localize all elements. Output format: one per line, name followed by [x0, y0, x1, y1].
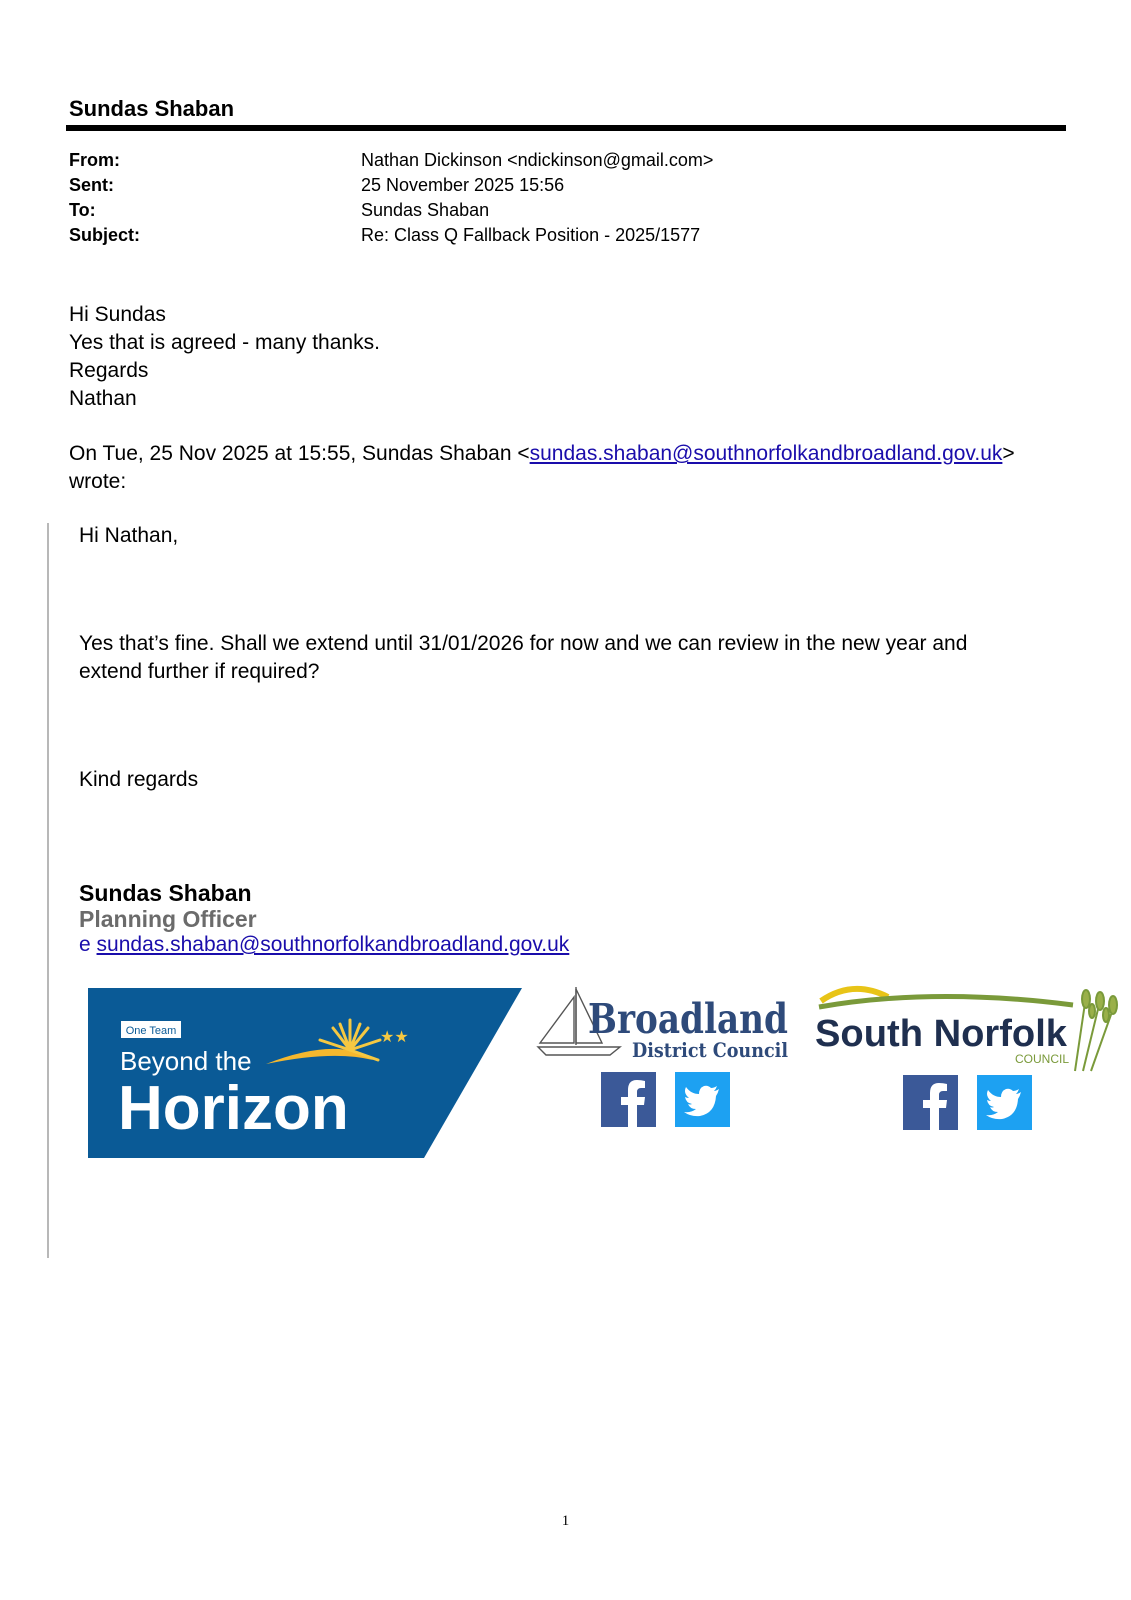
beyond-the-horizon-logo	[88, 988, 523, 1160]
subject-label: Subject:	[69, 225, 141, 245]
quoted-paragraph-line2: extend further if required?	[79, 660, 320, 683]
quote-intro-email-link[interactable]: sundas.shaban@southnorfolkandbroadland.gov.uk	[529, 442, 1003, 465]
signature-email	[79, 933, 569, 957]
signature-title: Planning Officer	[79, 906, 257, 932]
broadland-twitter-icon[interactable]	[675, 1072, 730, 1127]
header-divider	[66, 125, 1066, 131]
to-value: Sundas Shaban	[361, 200, 490, 220]
quote-intro-prefix: On Tue, 25 Nov 2025 at 15:55, Sundas Shaban <	[69, 442, 530, 465]
broadland-name: Broadland	[588, 995, 788, 1043]
svg-text:★★: ★★	[380, 1027, 409, 1046]
from-label: From:	[69, 150, 120, 170]
reply-sender-name: Nathan	[69, 387, 137, 410]
south-norfolk-name: South Norfolk	[815, 1013, 1068, 1055]
quote-intro-wrote: wrote:	[69, 470, 127, 493]
south-norfolk-council: COUNCIL	[1014, 1052, 1069, 1066]
quote-bar	[47, 523, 49, 1258]
signature-email-link[interactable]: sundas.shaban@southnorfolkandbroadland.gov.uk	[96, 933, 570, 956]
quoted-greeting: Hi Nathan,	[79, 524, 179, 547]
south-norfolk-twitter-icon[interactable]	[977, 1075, 1032, 1130]
horizon-line1: Beyond the	[120, 1046, 252, 1076]
south-norfolk-logo	[813, 983, 1118, 1073]
sent-label: Sent:	[69, 175, 114, 195]
broadland-facebook-icon[interactable]	[601, 1072, 656, 1127]
broadland-subtitle: District Council	[632, 1038, 789, 1062]
south-norfolk-facebook-icon[interactable]	[903, 1075, 958, 1130]
quote-intro	[69, 440, 1015, 468]
broadland-logo	[536, 983, 794, 1065]
signature-name: Sundas Shaban	[79, 880, 252, 906]
document-owner: Sundas Shaban	[69, 96, 235, 121]
horizon-line2: Horizon	[118, 1074, 349, 1143]
south-norfolk-horizon-line	[819, 996, 1073, 1007]
reply-line: Yes that is agreed - many thanks.	[69, 331, 380, 354]
wheat-icon	[1075, 990, 1117, 1071]
from-value: Nathan Dickinson <ndickinson@gmail.com>	[361, 150, 714, 170]
quote-intro-suffix: >	[1002, 442, 1015, 465]
subject-value: Re: Class Q Fallback Position - 2025/1577	[361, 225, 701, 245]
sent-value: 25 November 2025 15:56	[361, 175, 565, 195]
signature-email-prefix: e	[79, 933, 91, 956]
reply-signoff: Regards	[69, 359, 149, 382]
page-number: 1	[561, 1513, 570, 1529]
to-label: To:	[69, 200, 96, 220]
quoted-paragraph-line1: Yes that’s fine. Shall we extend until 31/01/2026 for now and we can review in the new year and	[79, 632, 968, 655]
reply-greeting: Hi Sundas	[69, 303, 166, 326]
quoted-closing: Kind regards	[79, 768, 199, 791]
one-team-label: One Team	[125, 1025, 177, 1037]
